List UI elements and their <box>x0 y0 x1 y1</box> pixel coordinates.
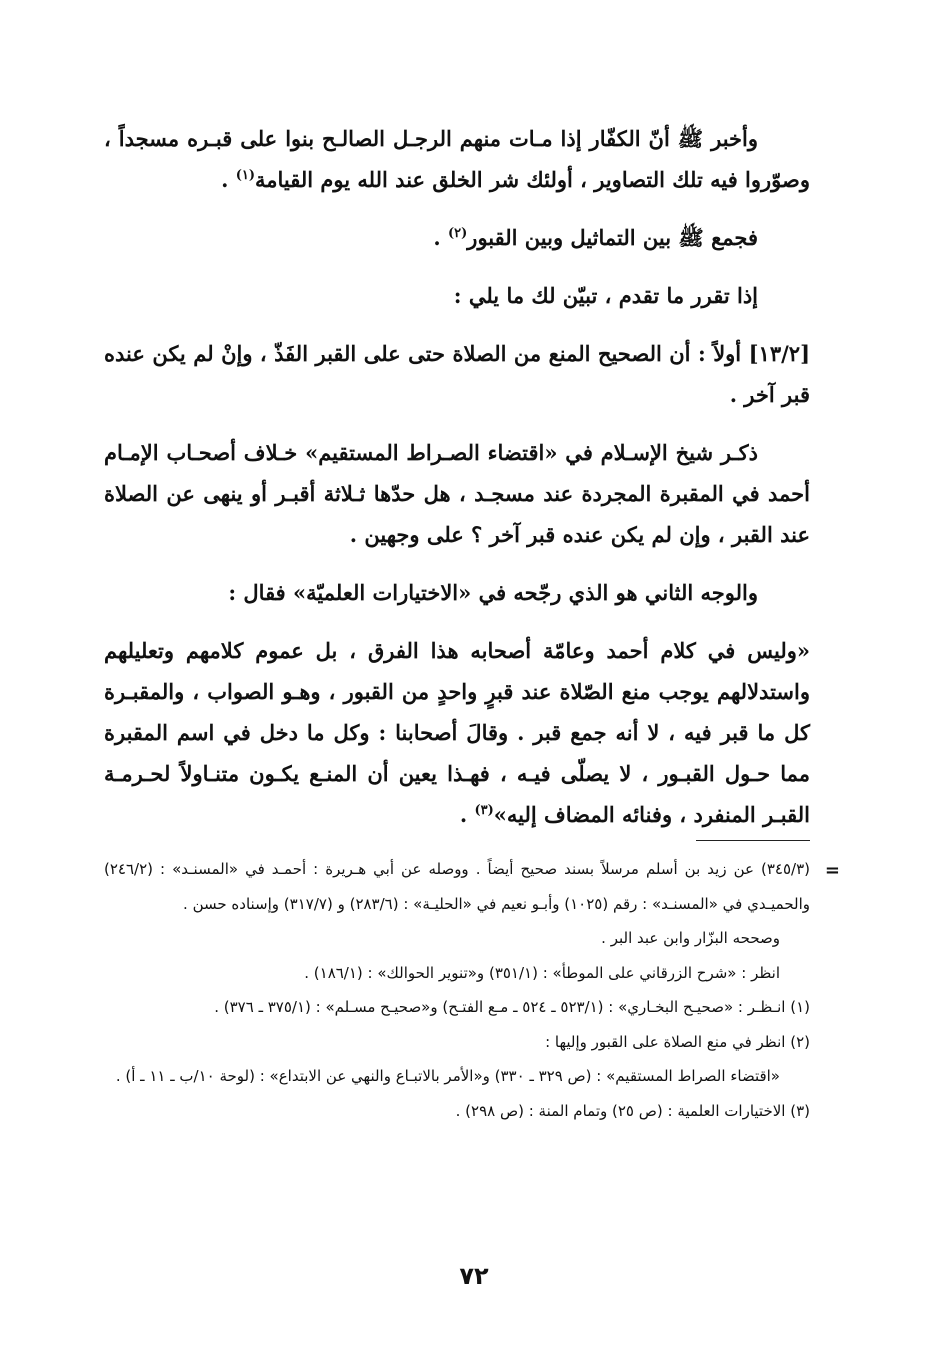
paragraph-2: فجمع ﷺ بين التماثيل وبين القبور$^{(٢)}$ . <box>433 225 758 250</box>
footnote-divider <box>696 840 810 841</box>
paragraph-1: وأخبر ﷺ أنّ الكفّار إذا مـات منهم الرجـل الصالـح بنوا على قبـره مسجداً ، وصوّروا فيه تلك التصاوير ، أولئك شر الخلق عند الله يوم القيامة$^{(١)}$ . <box>104 126 810 192</box>
main-text <box>104 118 810 835</box>
paragraph-5: ذكـر شيخ الإسـلام في «اقتضاء الصـراط المستقيم» خـلاف أصحـاب الإمـام أحمد في المقبرة المجردة عند مسجـد ، هل حدّها ثـلاثة أقبـر أو ينهى عن الصلاة عند القبر ، وإن لم يكن عنده قبر آخر ؟ على وجهين . <box>104 440 810 547</box>
paragraph-7-quote: «وليس في كلام أحمد وعامّة أصحابه هذا الفرق ، بل عموم كلامهم وتعليلهم واستدلالهم يوجب منع الصّلاة عند قبرٍ واحدٍ من القبور ، وهـو الصواب ، والمقبـرة كل ما قبر فيه ، لا أنه جمع قبر . وقالَ أصحابنا : وكل ما دخل في اسم المقبرة مما حـول القبـور ، لا يصلّى فيـه ، فهـذا يعين أن المنـع يكـون متنـاولاً لحـرمـة القبـر المنفرد ، وفنائه المضاف إليه»$^{(٣)}$ . <box>104 638 810 827</box>
continuation-mark: = <box>824 860 840 881</box>
paragraph-6: والوجه الثاني هو الذي رجّحه في «الاختيارات العلميّة» فقال : <box>228 580 758 605</box>
footnote-line: وصححه البزّار وابن عبد البر . <box>601 929 780 947</box>
footnote-ref-3[interactable]: (٣) <box>474 803 494 818</box>
footnote-1: (١) انـظـر : «صحيـح البخـاري» : (٥٢٣/١ ـ ٥٢٤ ـ مـع الفتـح) و«صحيـح مسـلم» : (٣٧٥/١ ـ ٣٧٦) . <box>214 998 810 1016</box>
section-ref: [١٣/٢] أولاً <box>713 341 810 366</box>
footnote-line: (٣٤٥/٣) عن زيد بن أسلم مرسلاً بسند صحيح أيضاً . ووصله عن أبي هـريرة : أحمـد في «المسنـد» : (٢٤٦/٢) والحميـدي في «المسنـد» : رقم (١٠٢٥) وأبـو نعيم في «الحليـة» : (٢٨٣/٦) و (٣١٧/٧) وإسناده حسن . <box>104 860 810 913</box>
footnote-ref-2[interactable]: (٢) <box>448 226 468 241</box>
paragraph-4: [١٣/٢] أولاً : أن الصحيح المنع من الصلاة حتى على القبر الفَذّ ، وإنْ لم يكن عنده قبر آخر . <box>104 341 810 407</box>
footnote-line: «اقتضاء الصراط المستقيم» : (ص ٣٢٩ ـ ٣٣٠) و«الأمر بالاتبـاع والنهي عن الابتداع» : (لوحة ١٠/ب ـ ١١ ـ أ) . <box>115 1067 780 1085</box>
footnote-list <box>104 852 810 1128</box>
page-number: ٧٢ <box>459 1262 489 1290</box>
footnote-2: (٢) انظر في منع الصلاة على القبور وإليها : <box>545 1032 810 1051</box>
footnote-3: (٣) الاختيارات العلمية : (ص ٢٥) وتمام المنة : (ص ٢٩٨) . <box>455 1101 810 1120</box>
paragraph-3: إذا تقرر ما تقدم ، تبيّن لك ما يلي : <box>453 283 758 308</box>
footnote-ref-1[interactable]: (١) <box>235 168 255 183</box>
footnote-line: انظر : «شرح الزرقاني على الموطأ» : (٣٥١/١) و«تنوير الحوالك» : (١٨٦/١) . <box>304 963 780 982</box>
